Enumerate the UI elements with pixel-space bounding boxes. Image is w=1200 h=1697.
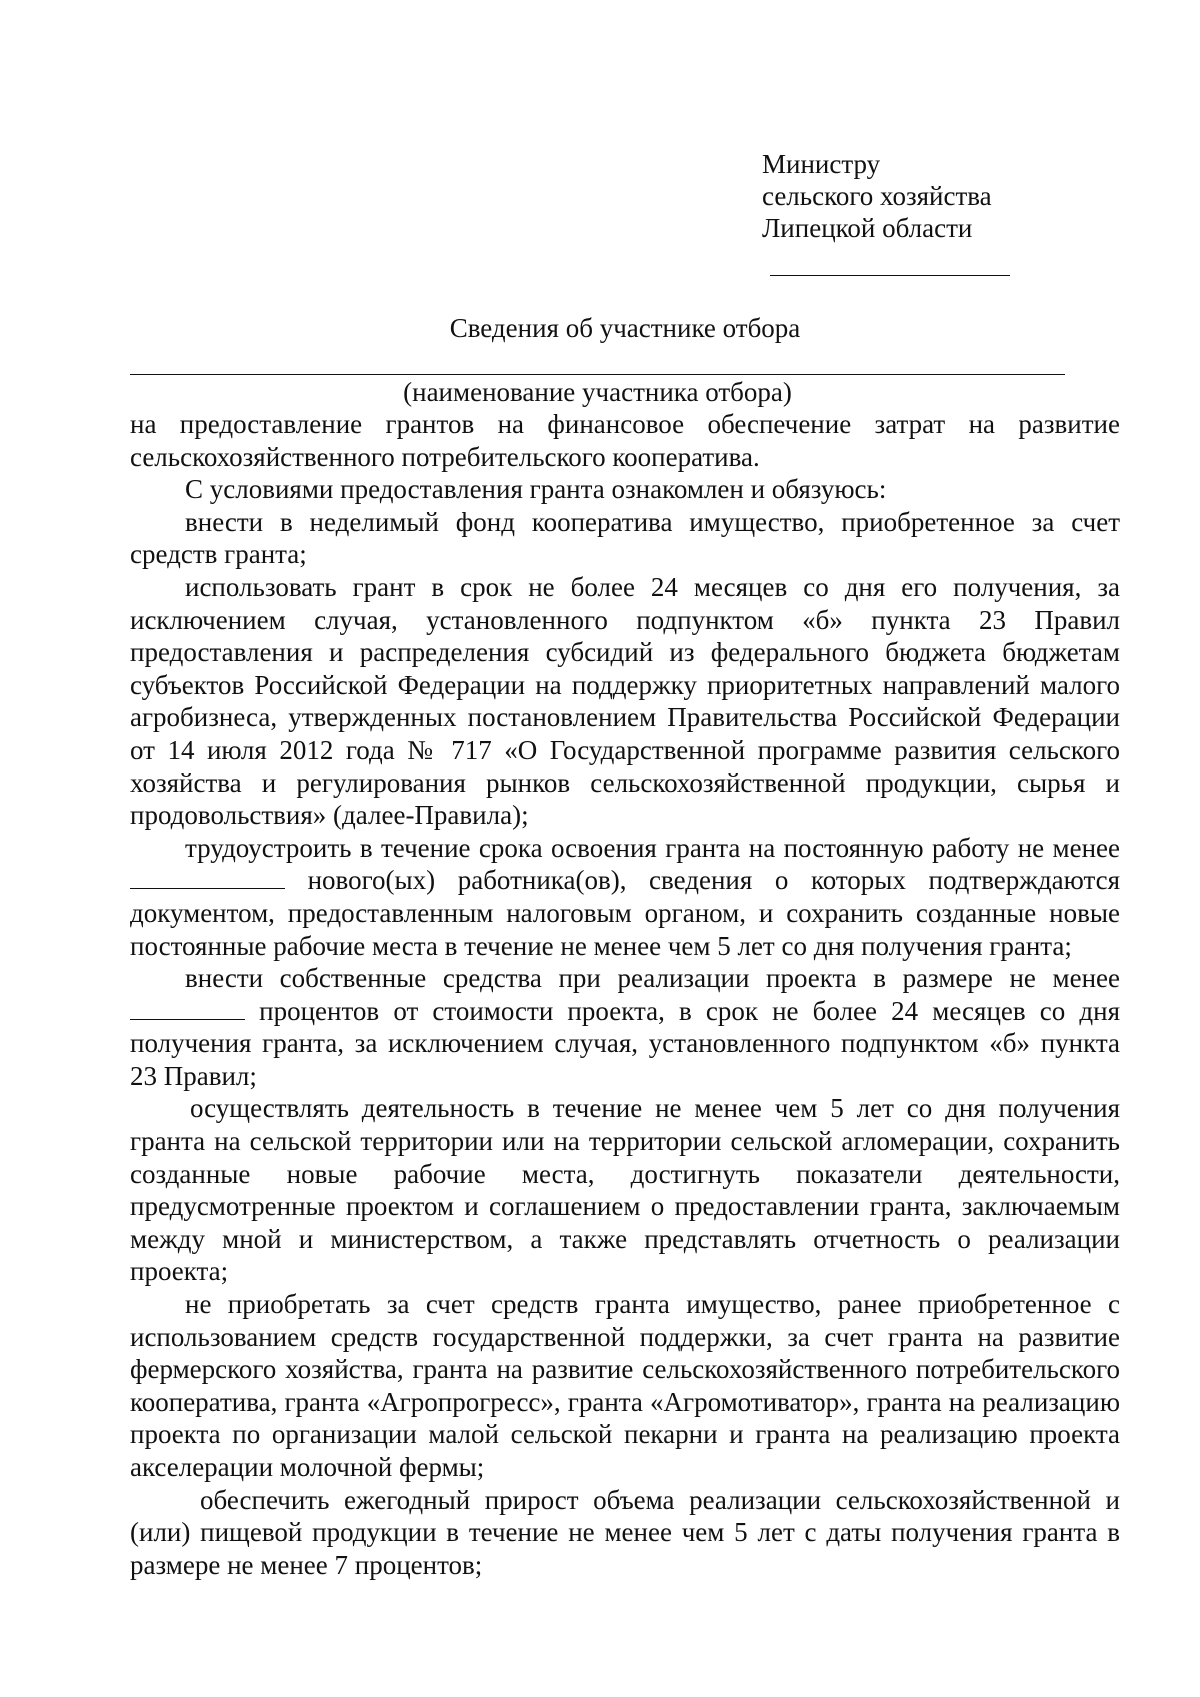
addressee-block (762, 148, 992, 244)
participant-name-caption: (наименование участника отбора) (403, 377, 792, 407)
obligation-1: внести в неделимый фонд кооператива имущество, приобретенное за счет средств гранта; (130, 506, 1120, 570)
workers-count-blank (130, 864, 285, 889)
addressee-line-2: сельского хозяйства (762, 181, 992, 211)
obligation-3-end: нового(ых) работника(ов), сведения о которых подтверждаются документом, предоставленным налоговым органом, и сохранить созданные новые постоянные рабочие места в течение не менее чем 5 лет со дня получения гранта; (130, 865, 1121, 961)
obligation-3 (130, 832, 1120, 962)
intro-paragraph: на предоставление грантов на финансовое обеспечение затрат на развитие сельскохозяйственного потребительского кооператива. (130, 409, 1120, 472)
conditions-heading: С условиями предоставления гранта ознакомлен и обязуюсь: (185, 474, 887, 505)
obligation-3-start: трудоустроить в течение срока освоения гранта на постоянную работу не менее (185, 832, 1120, 863)
obligation-5: осуществлять деятельность в течение не менее чем 5 лет со дня получения гранта на сельской территории или на территории сельской агломерации, сохранить созданные новые рабочие места, достигнуть показатели деятельности, предусмотренные проектом и соглашением о предоставлении гранта, заключаемым между мной и министерством, а также представлять отчетность о реализации проекта; (130, 1093, 1120, 1287)
obligation-4 (130, 962, 1120, 1092)
obligation-2: использовать грант в срок не более 24 месяцев со дня его получения, за исключением случая, установленного подпунктом «б» пункта 23 Правил предоставления и распределения субсидий из федерального бюджета бюджетам субъектов Российской Федерации на поддержку приоритетных направлений малого агробизнеса, утвержденных постановлением Правительства Российской Федерации от 14 июля 2012 года № 717 «О Государственной программе развития сельского хозяйства и регулирования рынков сельскохозяйственной продукции, сырья и продовольствия» (далее-Правила); (130, 571, 1120, 831)
obligation-4-start: внести собственные средства при реализации проекта в размере не менее (185, 963, 1120, 994)
document-body (130, 408, 1120, 1581)
own-funds-percent-blank (130, 995, 245, 1020)
addressee-line-1: Министру (762, 149, 881, 179)
addressee-line-3: Липецкой области (762, 213, 973, 243)
obligation-7: обеспечить ежегодный прирост объема реализации сельскохозяйственной и (или) пищевой продукции в течение не менее чем 5 лет с даты получения гранта в размере не менее 7 процентов; (130, 1484, 1120, 1580)
addressee-blank-line (770, 275, 1010, 276)
participant-name-blank-line (130, 374, 1065, 375)
obligation-4-end: процентов от стоимости проекта, в срок не более 24 месяцев со дня получения гранта, за исключением случая, установленного подпунктом «б» пункта 23 Правил; (130, 995, 1121, 1091)
document-title: Сведения об участнике отбора (449, 313, 801, 343)
obligation-6: не приобретать за счет средств гранта имущество, ранее приобретенное с использованием средств государственной поддержки, за счет гранта на развитие фермерского хозяйства, гранта на развитие сельскохозяйственного потребительского кооператива, гранта «Агропрогресс», гранта «Агромотиватор», гранта на реализацию проекта по организации малой сельской пекарни и гранта на реализацию проекта акселерации молочной фермы; (130, 1289, 1120, 1482)
